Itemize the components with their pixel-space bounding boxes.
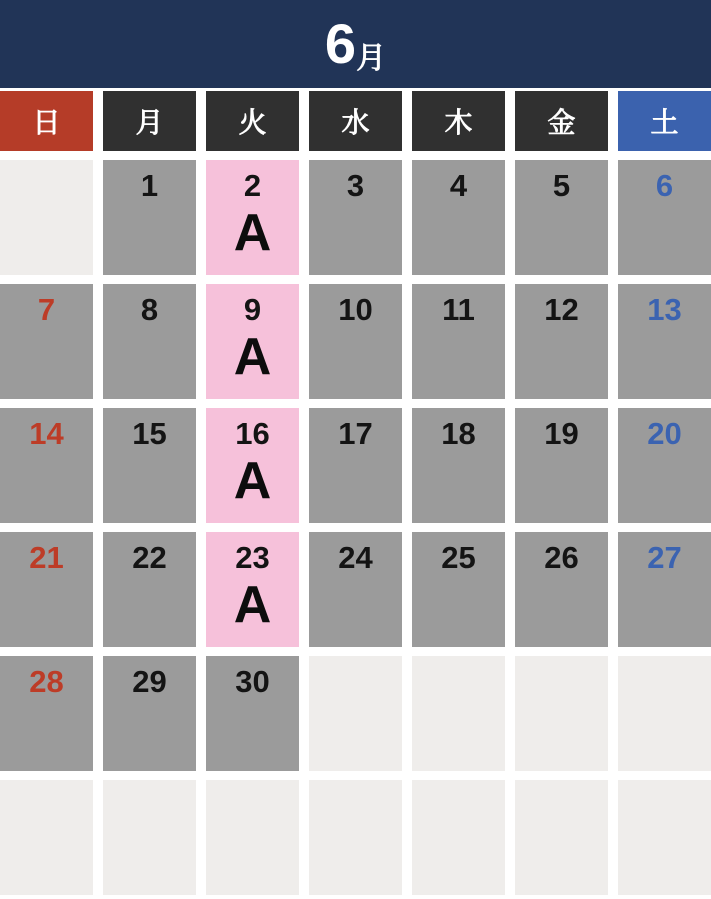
day-cell-10 bbox=[309, 284, 402, 399]
day-cell-2 bbox=[206, 160, 299, 275]
weekday-header-thu: 木 bbox=[412, 91, 505, 151]
empty-cell bbox=[618, 780, 711, 895]
day-number: 1 bbox=[140, 168, 159, 203]
lesson-mark: A bbox=[233, 204, 272, 262]
day-cell-23 bbox=[206, 532, 299, 647]
day-cell-22 bbox=[103, 532, 196, 647]
empty-cell bbox=[618, 656, 711, 771]
day-number: 18 bbox=[441, 416, 476, 451]
day-cell-11 bbox=[412, 284, 505, 399]
day-number: 9 bbox=[243, 292, 262, 327]
day-number: 24 bbox=[338, 540, 373, 575]
day-number: 26 bbox=[544, 540, 579, 575]
day-number: 14 bbox=[29, 416, 64, 451]
day-cell-16 bbox=[206, 408, 299, 523]
day-number: 28 bbox=[29, 664, 64, 699]
day-cell-20 bbox=[618, 408, 711, 523]
day-number: 22 bbox=[132, 540, 167, 575]
day-number: 3 bbox=[346, 168, 365, 203]
empty-cell bbox=[309, 780, 402, 895]
weekday-header-wed: 水 bbox=[309, 91, 402, 151]
empty-cell bbox=[412, 780, 505, 895]
empty-cell bbox=[206, 780, 299, 895]
day-number: 16 bbox=[235, 416, 270, 451]
day-cell-13 bbox=[618, 284, 711, 399]
day-cell-9 bbox=[206, 284, 299, 399]
day-cell-19 bbox=[515, 408, 608, 523]
day-number: 23 bbox=[235, 540, 270, 575]
day-cell-28 bbox=[0, 656, 93, 771]
empty-cell bbox=[103, 780, 196, 895]
day-cell-4 bbox=[412, 160, 505, 275]
weekday-header-sun: 日 bbox=[0, 91, 93, 151]
day-number: 17 bbox=[338, 416, 373, 451]
lesson-mark: A bbox=[233, 452, 272, 510]
lesson-mark: A bbox=[233, 328, 272, 386]
day-cell-24 bbox=[309, 532, 402, 647]
day-cell-26 bbox=[515, 532, 608, 647]
empty-cell bbox=[515, 780, 608, 895]
day-number: 27 bbox=[647, 540, 682, 575]
day-cell-8 bbox=[103, 284, 196, 399]
day-number: 4 bbox=[449, 168, 468, 203]
day-cell-6 bbox=[618, 160, 711, 275]
day-cell-27 bbox=[618, 532, 711, 647]
day-number: 7 bbox=[37, 292, 56, 327]
weekday-header-sat: 土 bbox=[618, 91, 711, 151]
lesson-mark: A bbox=[233, 576, 272, 634]
calendar-grid bbox=[0, 91, 711, 895]
weekday-header-mon: 月 bbox=[103, 91, 196, 151]
day-number: 30 bbox=[235, 664, 270, 699]
day-cell-12 bbox=[515, 284, 608, 399]
day-cell-3 bbox=[309, 160, 402, 275]
day-number: 6 bbox=[655, 168, 674, 203]
day-number: 8 bbox=[140, 292, 159, 327]
calendar-title-bar bbox=[0, 0, 711, 88]
day-number: 5 bbox=[552, 168, 571, 203]
month-suffix: 月 bbox=[356, 42, 387, 75]
day-number: 11 bbox=[442, 292, 475, 327]
empty-cell bbox=[309, 656, 402, 771]
day-cell-29 bbox=[103, 656, 196, 771]
day-cell-1 bbox=[103, 160, 196, 275]
month-number: 6 bbox=[324, 12, 357, 75]
day-number: 13 bbox=[647, 292, 682, 327]
empty-cell bbox=[0, 780, 93, 895]
empty-cell bbox=[515, 656, 608, 771]
day-cell-21 bbox=[0, 532, 93, 647]
day-number: 10 bbox=[338, 292, 373, 327]
day-cell-7 bbox=[0, 284, 93, 399]
day-number: 12 bbox=[544, 292, 579, 327]
day-cell-17 bbox=[309, 408, 402, 523]
day-cell-18 bbox=[412, 408, 505, 523]
day-cell-14 bbox=[0, 408, 93, 523]
day-number: 20 bbox=[647, 416, 682, 451]
weekday-header-tue: 火 bbox=[206, 91, 299, 151]
empty-cell bbox=[0, 160, 93, 275]
weekday-header-fri: 金 bbox=[515, 91, 608, 151]
day-cell-5 bbox=[515, 160, 608, 275]
day-number: 15 bbox=[132, 416, 167, 451]
empty-cell bbox=[412, 656, 505, 771]
day-cell-15 bbox=[103, 408, 196, 523]
day-cell-30 bbox=[206, 656, 299, 771]
day-cell-25 bbox=[412, 532, 505, 647]
day-number: 29 bbox=[132, 664, 167, 699]
day-number: 2 bbox=[243, 168, 262, 203]
day-number: 19 bbox=[544, 416, 579, 451]
day-number: 21 bbox=[29, 540, 64, 575]
day-number: 25 bbox=[441, 540, 476, 575]
